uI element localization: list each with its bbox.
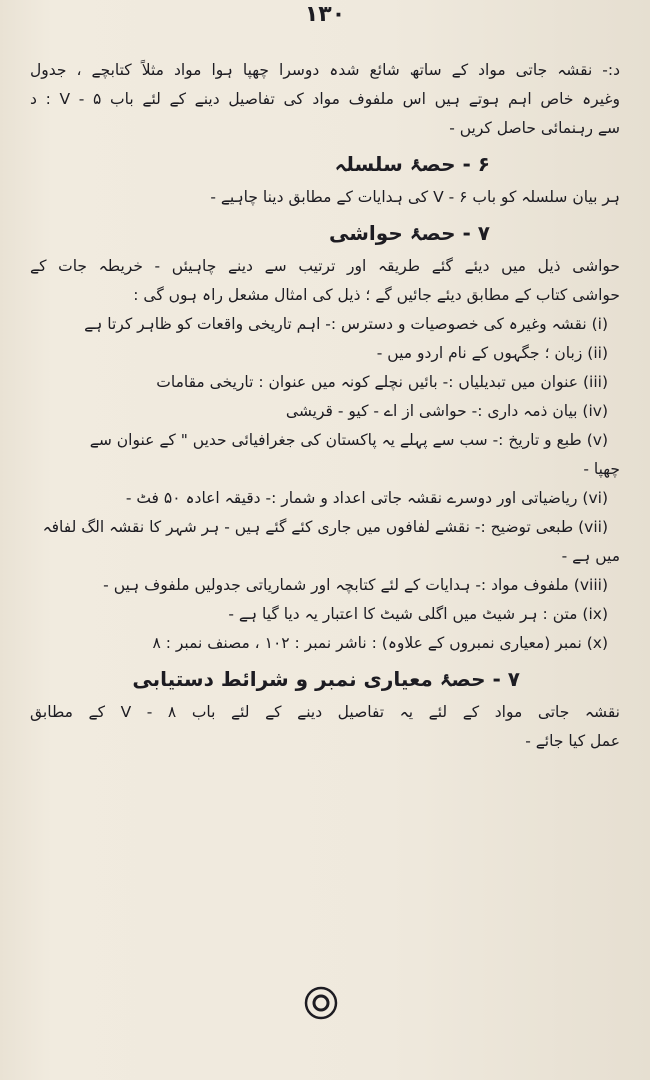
note-item-iii: (iii) عنوان میں تبدیلیاں :- بائیں نچلے کونہ میں عنوان : تاریخی مقامات bbox=[156, 373, 608, 391]
section-6-heading: ۶ - حصۂ سلسلہ bbox=[334, 152, 490, 176]
note-item-iv: (iv) بیان ذمہ داری :- حواشی از اے - کیو - قریشی bbox=[285, 402, 608, 420]
note-item-vi: (vi) ریاضیاتی اور دوسرے نقشہ جاتی اعداد و شمار :- دقیقہ اعادہ ۵۰ فٹ - bbox=[125, 489, 608, 507]
note-item-ii: (ii) زبان ؛ جگہوں کے نام اردو میں - bbox=[376, 344, 608, 362]
paragraph-d-line-2: وغیرہ خاص اہم ہوتے ہیں اس ملفوف مواد کی تفاصیل دینے کے لئے باب V - ۵ : د bbox=[30, 90, 620, 108]
page-number: ١٣٠ bbox=[304, 2, 346, 27]
end-ornament-icon bbox=[303, 985, 339, 1021]
section-8-line-2: عمل کیا جائے - bbox=[525, 732, 620, 750]
section-7-intro-line-1: حواشی ذیل میں دیئے گئے طریقہ اور ترتیب سے دینے چاہیئں - خریطہ جات کے bbox=[30, 257, 620, 275]
section-7-intro-line-2: حواشی کتاب کے مطابق دیئے جائیں گے ؛ ذیل کی امثال مشعل راہ ہوں گی : bbox=[133, 286, 620, 304]
note-item-x: (x) نمبر (معیاری نمبروں کے علاوہ) : ناشر نمبر : ۱۰۲ ، مصنف نمبر : ۸ bbox=[152, 634, 608, 652]
note-item-ix: (ix) متن : ہر شیٹ میں اگلی شیٹ کا اعتبار یہ دیا گیا ہے - bbox=[228, 605, 608, 623]
page-body bbox=[30, 56, 620, 756]
section-6-text: ہر بیان سلسلہ کو باب V - ۶ کی ہدایات کے مطابق دینا چاہیے - bbox=[210, 188, 620, 206]
section-8-line-1: نقشہ جاتی مواد کے لئے یہ تفاصیل دینے کے لئے باب V - ۸ کے مطابق bbox=[30, 703, 620, 721]
note-item-v-continued: چھپا - bbox=[583, 460, 620, 478]
note-item-vii-continued: میں ہے - bbox=[561, 547, 620, 565]
paragraph-d-line-1: د:- نقشہ جاتی مواد کے ساتھ شائع شدہ دوسرا چھپا ہوا مواد مثلاً کتابچے ، جدول bbox=[30, 61, 620, 79]
note-item-vii: (vii) طبعی توضیح :- نقشے لفافوں میں جاری کئے گئے ہیں - ہر شہر کا نقشہ الگ لفافہ bbox=[42, 518, 608, 536]
paragraph-d-line-3: سے رہنمائی حاصل کریں - bbox=[449, 119, 620, 137]
note-item-i: (i) نقشہ وغیرہ کی خصوصیات و دسترس :- اہم تاریخی واقعات کو ظاہر کرتا ہے bbox=[84, 315, 608, 333]
section-7-heading: ۷ - حصۂ حواشی bbox=[329, 221, 490, 245]
note-item-viii: (viii) ملفوف مواد :- ہدایات کے لئے کتابچہ اور شماریاتی جدولیں ملفوف ہیں - bbox=[103, 576, 608, 594]
note-item-v: (v) طبع و تاریخ :- سب سے پہلے یہ پاکستان کی جغرافیائی حدیں " کے عنوان سے bbox=[89, 431, 608, 449]
section-8-heading: ۷ - حصۂ معیاری نمبر و شرائط دستیابی bbox=[132, 667, 520, 691]
